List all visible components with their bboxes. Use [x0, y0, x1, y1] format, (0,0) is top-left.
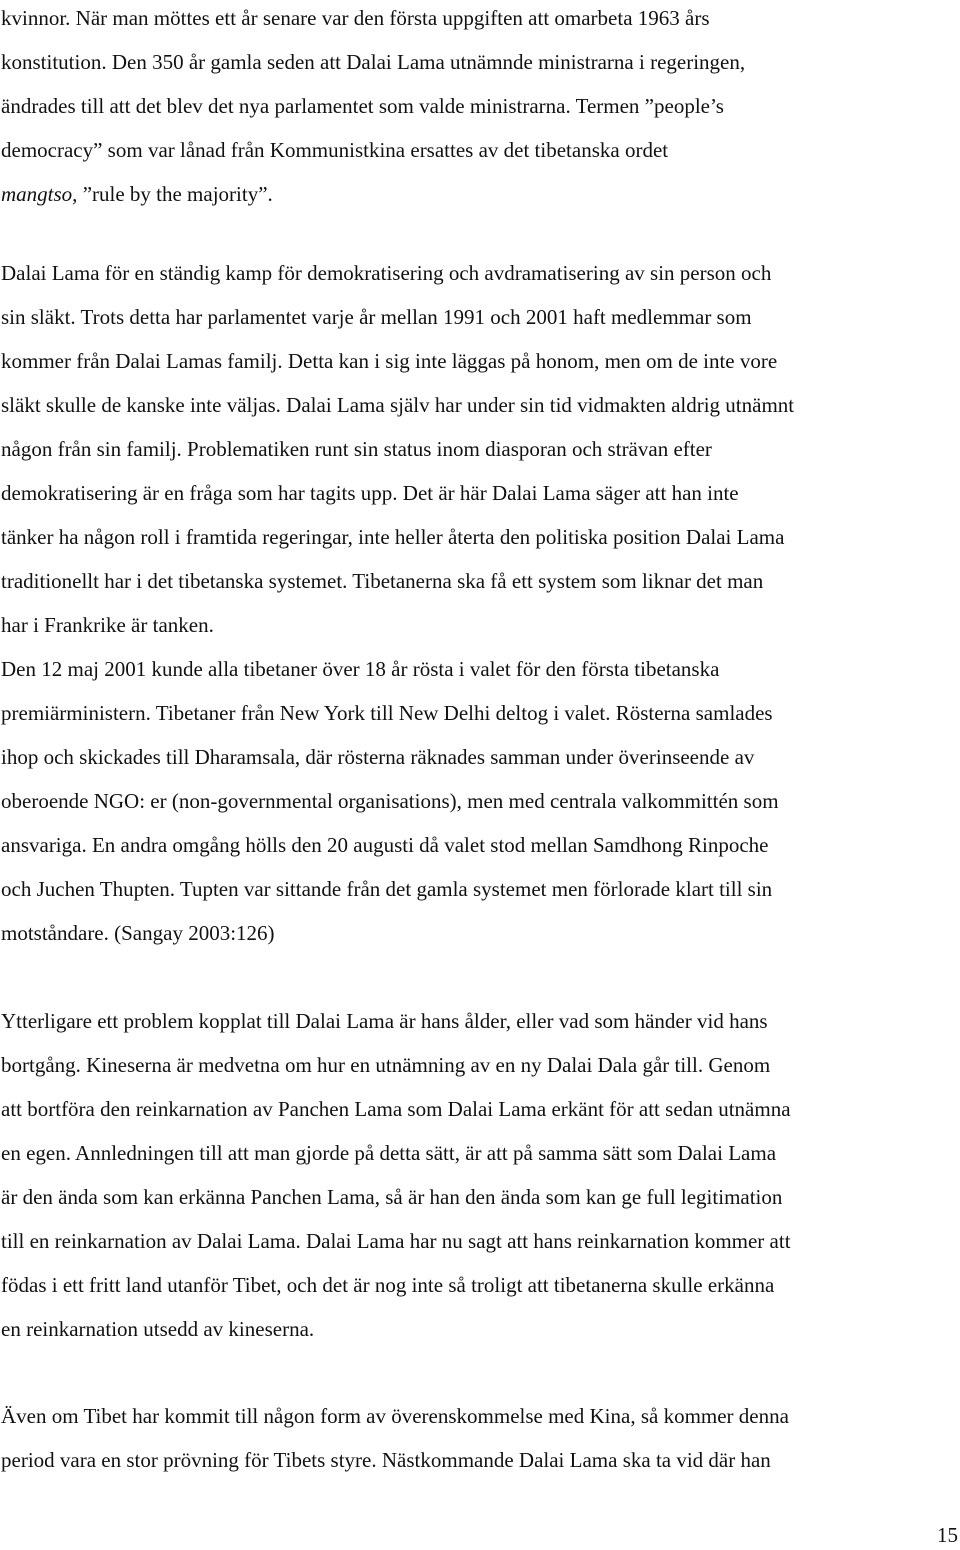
- text-line: [1, 383, 959, 427]
- page-number: 15: [937, 1523, 958, 1547]
- text-line: [1, 1394, 959, 1438]
- text-line: [1, 647, 959, 691]
- text-run: Den 12 maj 2001 kunde alla tibetaner över 18 år rösta i valet för den första tibetanska: [1, 657, 720, 681]
- text-run: bortgång. Kineserna är medvetna om hur en utnämning av en ny Dalai Dala går till. Genom: [1, 1053, 771, 1077]
- text-line: [1, 911, 959, 955]
- text-line: [1, 251, 959, 295]
- text-run: ansvariga. En andra omgång hölls den 20 augusti då valet stod mellan Samdhong Rinpoche: [1, 833, 769, 857]
- paragraph: [1, 999, 959, 1351]
- text-run: ”rule by the majority”.: [77, 182, 273, 206]
- text-line: [1, 1175, 959, 1219]
- text-line: [1, 735, 959, 779]
- text-run: kommer från Dalai Lamas familj. Detta kan i sig inte läggas på honom, men om de inte vore: [1, 349, 778, 373]
- text-run: är den ända som kan erkänna Panchen Lama, så är han den ända som kan ge full legitimation: [1, 1185, 783, 1209]
- text-run: premiärministern. Tibetaner från New York till New Delhi deltog i valet. Rösterna samlades: [1, 701, 773, 725]
- text-run: Dalai Lama för en ständig kamp för demokratisering och avdramatisering av sin person och: [1, 261, 772, 285]
- text-line: [1, 84, 959, 128]
- text-run: demokratisering är en fråga som har tagits upp. Det är här Dalai Lama säger att han inte: [1, 481, 739, 505]
- text-line: [1, 1263, 959, 1307]
- text-line: [1, 559, 959, 603]
- paragraph: [1, 1394, 959, 1482]
- text-run: till en reinkarnation av Dalai Lama. Dalai Lama har nu sagt att hans reinkarnation kommer att: [1, 1229, 791, 1253]
- text-line: [1, 339, 959, 383]
- text-line: [1, 779, 959, 823]
- text-run: sin släkt. Trots detta har parlamentet varje år mellan 1991 och 2001 haft medlemmar som: [1, 305, 752, 329]
- text-line: [1, 1043, 959, 1087]
- text-line: [1, 172, 959, 216]
- text-line: [1, 427, 959, 471]
- text-run: period vara en stor prövning för Tibets styre. Nästkommande Dalai Lama ska ta vid där han: [1, 1448, 771, 1472]
- text-line: [1, 295, 959, 339]
- text-line: [1, 471, 959, 515]
- text-run: födas i ett fritt land utanför Tibet, och det är nog inte så troligt att tibetanerna skulle erkänna: [1, 1273, 775, 1297]
- text-run: släkt skulle de kanske inte väljas. Dalai Lama själv har under sin tid vidmakten aldrig utnämnt: [1, 393, 795, 417]
- text-run: att bortföra den reinkarnation av Panchen Lama som Dalai Lama erkänt för att sedan utnämna: [1, 1097, 791, 1121]
- text-line: [1, 1438, 959, 1482]
- text-run: oberoende NGO: er (non-governmental organisations), men med centrala valkommittén som: [1, 789, 779, 813]
- text-line: [1, 0, 959, 40]
- italic-term: mangtso,: [1, 182, 78, 206]
- text-run: och Juchen Thupten. Tupten var sittande från det gamla systemet men förlorade klart till sin: [1, 877, 773, 901]
- text-run: Även om Tibet har kommit till någon form av överenskommelse med Kina, så kommer denna: [1, 1404, 789, 1428]
- text-line: [1, 1219, 959, 1263]
- text-line: [1, 1087, 959, 1131]
- text-run: traditionellt har i det tibetanska systemet. Tibetanerna ska få ett system som liknar det man: [1, 569, 764, 593]
- text-run: har i Frankrike är tanken.: [1, 613, 214, 637]
- text-line: [1, 691, 959, 735]
- text-run: Ytterligare ett problem kopplat till Dalai Lama är hans ålder, eller vad som händer vid hans: [1, 1009, 768, 1033]
- text-line: [1, 823, 959, 867]
- text-run: konstitution. Den 350 år gamla seden att Dalai Lama utnämnde ministrarna i regeringen,: [1, 50, 746, 74]
- paragraph: [1, 251, 959, 955]
- text-run: democracy” som var lånad från Kommunistkina ersattes av det tibetanska ordet: [1, 138, 669, 162]
- text-run: kvinnor. När man möttes ett år senare var den första uppgiften att omarbeta 1963 års: [1, 6, 710, 30]
- text-run: motståndare. (Sangay 2003:126): [1, 921, 275, 945]
- text-run: ihop och skickades till Dharamsala, där rösterna räknades samman under överinseende av: [1, 745, 755, 769]
- text-run: någon från sin familj. Problematiken runt sin status inom diasporan och strävan efter: [1, 437, 712, 461]
- text-run: tänker ha någon roll i framtida regeringar, inte heller återta den politiska position Dalai Lama: [1, 525, 785, 549]
- text-line: [1, 515, 959, 559]
- text-run: en egen. Annledningen till att man gjorde på detta sätt, är att på samma sätt som Dalai Lama: [1, 1141, 777, 1165]
- text-line: [1, 128, 959, 172]
- paragraph: [1, 0, 959, 216]
- text-line: [1, 867, 959, 911]
- text-line: [1, 1307, 959, 1351]
- text-run: ändrades till att det blev det nya parlamentet som valde ministrarna. Termen ”people’s: [1, 94, 724, 118]
- text-line: [1, 40, 959, 84]
- text-run: en reinkarnation utsedd av kineserna.: [1, 1317, 315, 1341]
- text-line: [1, 999, 959, 1043]
- text-line: [1, 603, 959, 647]
- text-line: [1, 1131, 959, 1175]
